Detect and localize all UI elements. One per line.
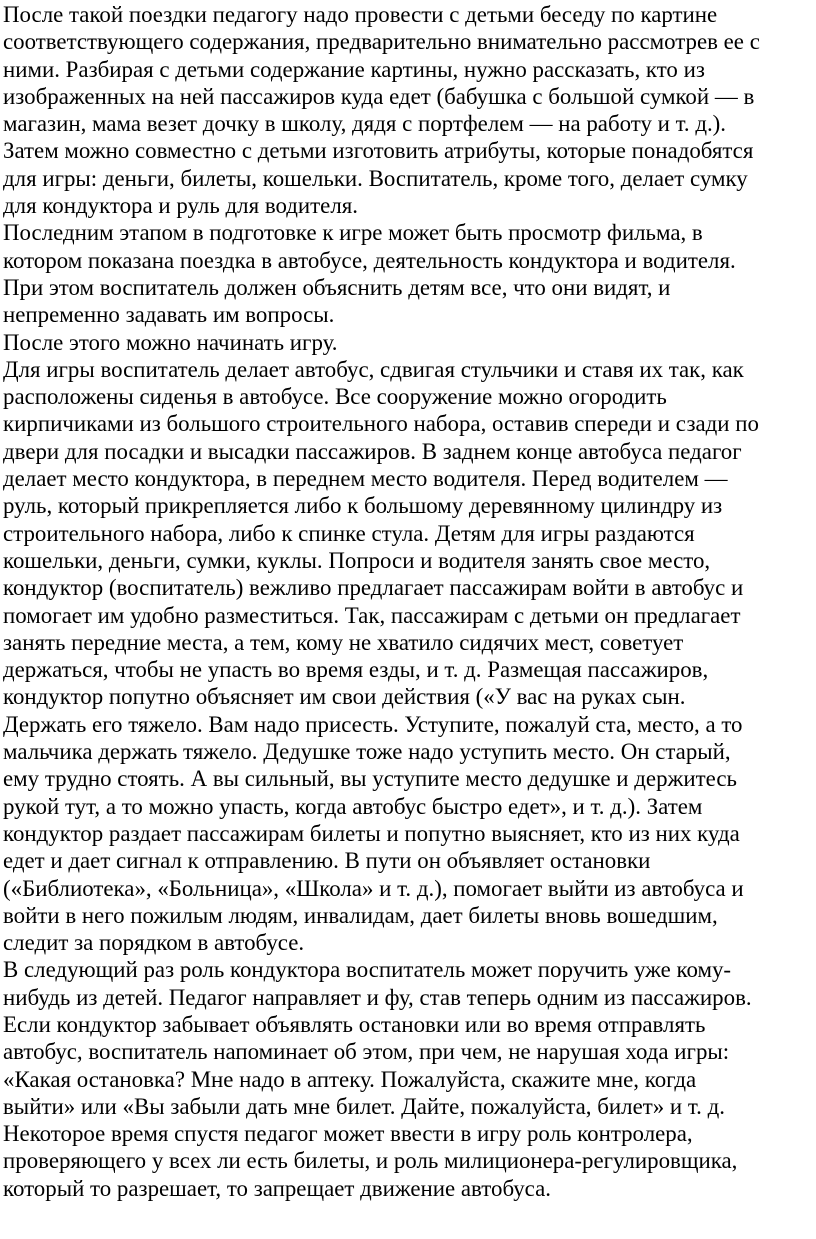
text-line: рукой тут, а то можно упасть, когда автобус быстро едет», и т. д.). Затем bbox=[3, 793, 703, 819]
text-line: После такой поездки педагогу надо провести с детьми беседу по картине bbox=[3, 2, 718, 27]
text-line: После этого можно начинать игру. bbox=[3, 329, 338, 355]
text-line: ему трудно стоять. А вы сильный, вы уступите место дедушке и держитесь bbox=[3, 766, 737, 792]
text-line: Если кондуктор забывает объявлять остановки или во время отправлять bbox=[3, 1011, 706, 1037]
text-line: нибудь из детей. Педагог направляет и фу, став теперь одним из пассажиров. bbox=[3, 984, 752, 1010]
text-line: При этом воспитатель должен объяснить детям все, что они видят, и bbox=[3, 274, 671, 300]
text-line: котором показана поездка в автобусе, деятельность кондуктора и водителя. bbox=[3, 247, 736, 273]
text-line: кондуктор раздает пассажирам билеты и попутно выясняет, кто из них куда bbox=[3, 820, 740, 846]
text-line: который то разрешает, то запрещает движение автобуса. bbox=[3, 1175, 551, 1201]
text-line: мальчика держать тяжело. Дедушке тоже надо уступить место. Он старый, bbox=[3, 739, 731, 765]
text-line: проверяющего у всех ли есть билеты, и роль милиционера-регулировщика, bbox=[3, 1148, 738, 1174]
text-line: выйти» или «Вы забыли дать мне билет. Дайте, пожалуйста, билет» и т. д. bbox=[3, 1093, 725, 1119]
text-line: Последним этапом в подготовке к игре может быть просмотр фильма, в bbox=[3, 220, 703, 246]
text-line: помогает им удобно разместиться. Так, пассажирам с детьми он предлагает bbox=[3, 602, 741, 628]
text-line: для игры: деньги, билеты, кошельки. Воспитатель, кроме того, делает сумку bbox=[3, 165, 748, 191]
text-line: строительного набора, либо к спинке стула. Детям для игры раздаются bbox=[3, 520, 695, 546]
text-line: Затем можно совместно с детьми изготовить атрибуты, которые понадобятся bbox=[3, 138, 754, 164]
text-line: занять передние места, а тем, кому не хватило сидячих мест, советует bbox=[3, 629, 684, 655]
text-line: для кондуктора и руль для водителя. bbox=[3, 193, 358, 219]
text-line: расположены сиденья в автобусе. Все сооружение можно огородить bbox=[3, 384, 667, 410]
text-line: кошельки, деньги, сумки, куклы. Попроси и водителя занять свое место, bbox=[3, 547, 711, 573]
text-line: двери для посадки и высадки пассажиров. В заднем конце автобуса педагог bbox=[3, 438, 742, 464]
text-line: соответствующего содержания, предварительно внимательно рассмотрев ее с bbox=[3, 29, 760, 55]
document-page bbox=[0, 1, 816, 1239]
text-line: едет и дает сигнал к отправлению. В пути он объявляет остановки bbox=[3, 848, 651, 874]
text-line: руль, который прикрепляется либо к большому деревянному цилиндру из bbox=[3, 493, 723, 519]
text-line: кондуктор попутно объясняет им свои действия («У вас на руках сын. bbox=[3, 684, 686, 710]
text-line: автобус, воспитатель напоминает об этом, при чем, не нарушая хода игры: bbox=[3, 1039, 730, 1065]
text-line: Держать его тяжело. Вам надо присесть. Уступите, пожалуй ста, место, а то bbox=[3, 711, 743, 737]
text-line: В следующий раз роль кондуктора воспитатель может поручить уже кому- bbox=[3, 957, 732, 983]
text-line: изображенных на ней пассажиров куда едет (бабушка с большой сумкой — в bbox=[3, 83, 755, 109]
text-line: следит за порядком в автобусе. bbox=[3, 930, 305, 956]
text-line: ними. Разбирая с детьми содержание картины, нужно рассказать, кто из bbox=[3, 56, 705, 82]
text-line: («Библиотека», «Больница», «Школа» и т. д.), помогает выйти из автобуса и bbox=[3, 875, 744, 901]
text-line: магазин, мама везет дочку в школу, дядя с портфелем — на работу и т. д.). bbox=[3, 111, 727, 137]
text-line: кирпичиками из большого строительного набора, оставив спереди и сзади по bbox=[3, 411, 759, 437]
text-line: держаться, чтобы не упасть во время езды, и т. д. Размещая пассажиров, bbox=[3, 657, 709, 683]
text-line: непременно задавать им вопросы. bbox=[3, 302, 335, 328]
text-line: «Какая остановка? Мне надо в аптеку. Пожалуйста, скажите мне, когда bbox=[3, 1066, 697, 1092]
text-line: кондуктор (воспитатель) вежливо предлагает пассажирам войти в автобус и bbox=[3, 575, 744, 601]
text-line: Некоторое время спустя педагог может ввести в игру роль контролера, bbox=[3, 1121, 693, 1147]
text-line: Для игры воспитатель делает автобус, сдвигая стульчики и ставя их так, как bbox=[3, 356, 744, 382]
text-line: делает место кондуктора, в переднем место водителя. Перед водителем — bbox=[3, 466, 728, 492]
text-line: войти в него пожилым людям, инвалидам, дает билеты вновь вошедшим, bbox=[3, 902, 718, 928]
